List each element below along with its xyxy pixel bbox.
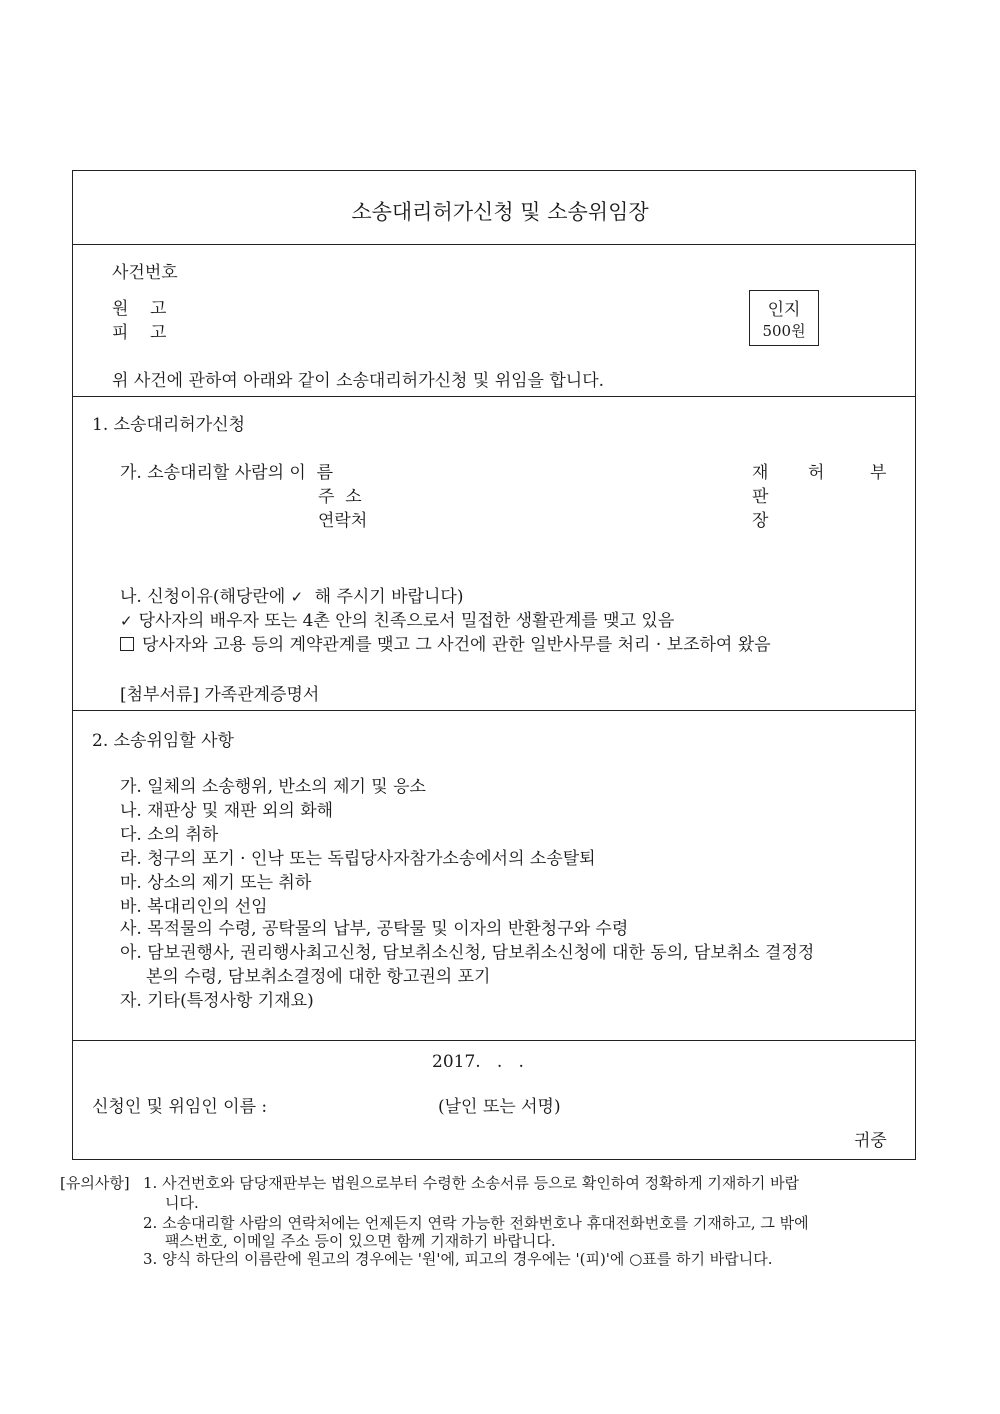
signer-name-label: 신청인 및 위임인 이름 :	[92, 1097, 268, 1117]
judge-label-char-1: 재	[752, 463, 769, 483]
attachment-note: [첨부서류] 가족관계증명서	[120, 685, 320, 705]
delegation-item: 사. 목적물의 수령, 공탁물의 납부, 공탁물 및 이자의 반환청구와 수령	[120, 919, 629, 939]
delegation-item: 다. 소의 취하	[120, 825, 219, 845]
note-1-continued: 니다.	[165, 1194, 199, 1212]
signature-date: 2017. . .	[432, 1052, 524, 1072]
delegation-item-other: 자. 기타(특정사항 기재요)	[120, 991, 314, 1011]
delegation-item: 아. 담보권행사, 권리행사최고신청, 담보취소신청, 담보취소신청에 대한 동의, 담보취소 결정정	[120, 943, 815, 963]
judge-label-char-3: 장	[752, 511, 769, 531]
notes-label: [유의사항]	[60, 1174, 130, 1192]
proxy-name-label: 가. 소송대리할 사람의 이 름	[120, 463, 334, 483]
reason-option-employment-text: 당사자와 고용 등의 계약관계를 맺고 그 사건에 관한 일반사무를 처리 · 보조하여 왔음	[142, 635, 771, 655]
defendant-label: 피 고	[112, 323, 167, 343]
form-title: 소송대리허가신청 및 소송위임장	[351, 200, 649, 224]
revenue-stamp-box	[749, 290, 819, 346]
delegation-item: 나. 재판상 및 재판 외의 화해	[120, 801, 334, 821]
stamp-amount: 500원	[762, 322, 806, 340]
section1-heading: 1. 소송대리허가신청	[92, 415, 245, 435]
note-3: 3. 양식 하단의 이름란에 원고의 경우에는 '원'에, 피고의 경우에는 '(피)'에 ○표를 하기 바랍니다.	[143, 1250, 773, 1268]
delegation-item-continued: 본의 수령, 담보취소결정에 대한 항고권의 포기	[146, 967, 491, 987]
stamp-label: 인지	[767, 300, 801, 320]
divider-section1	[72, 396, 916, 397]
delegation-item: 바. 복대리인의 선임	[120, 897, 268, 917]
reason-option-relative[interactable]	[120, 606, 674, 631]
delegation-item: 가. 일체의 소송행위, 반소의 제기 및 응소	[120, 777, 426, 797]
seal-or-signature-note: (날인 또는 서명)	[438, 1097, 561, 1117]
delegation-item: 라. 청구의 포기 · 인낙 또는 독립당사자참가소송에서의 소송탈퇴	[120, 849, 596, 869]
note-1: 1. 사건번호와 담당재판부는 법원으로부터 수령한 소송서류 등으로 확인하여 정확하게 기재하기 바랍	[143, 1174, 800, 1192]
reason-heading-suffix: 해 주시기 바랍니다)	[309, 587, 464, 607]
reason-heading	[120, 582, 463, 607]
case-number-label: 사건번호	[112, 263, 178, 283]
judge-permit-label: 허	[808, 463, 825, 483]
intro-text: 위 사건에 관하여 아래와 같이 소송대리허가신청 및 위임을 합니다.	[112, 371, 605, 391]
judge-deny-label: 부	[870, 463, 887, 483]
reason-option-employment[interactable]	[120, 630, 771, 655]
divider-title	[72, 244, 916, 245]
proxy-address-label: 주 소	[318, 487, 362, 507]
judge-label-char-2: 판	[752, 487, 769, 507]
reason-option-relative-text: 당사자의 배우자 또는 4촌 안의 친족으로서 밀접한 생활관계를 맺고 있음	[138, 611, 675, 631]
checkbox-checked-icon[interactable]: ✓	[120, 612, 133, 630]
delegation-item: 마. 상소의 제기 또는 취하	[120, 873, 312, 893]
note-2-continued: 팩스번호, 이메일 주소 등이 있으면 함께 기재하기 바랍니다.	[165, 1232, 556, 1250]
reason-heading-prefix: 나. 신청이유(해당란에	[120, 587, 291, 607]
divider-section2	[72, 710, 916, 711]
checkbox-empty-icon[interactable]	[120, 637, 134, 651]
recipient-honorific: 귀중	[854, 1131, 887, 1151]
plaintiff-label: 원 고	[112, 299, 167, 319]
proxy-contact-label: 연락처	[318, 511, 368, 531]
check-mark-icon: ✓	[290, 588, 304, 606]
divider-footer	[72, 1040, 916, 1041]
note-2: 2. 소송대리할 사람의 연락처에는 언제든지 연락 가능한 전화번호나 휴대전화번호를 기재하고, 그 밖에	[143, 1214, 809, 1232]
section2-heading: 2. 소송위임할 사항	[92, 731, 234, 751]
